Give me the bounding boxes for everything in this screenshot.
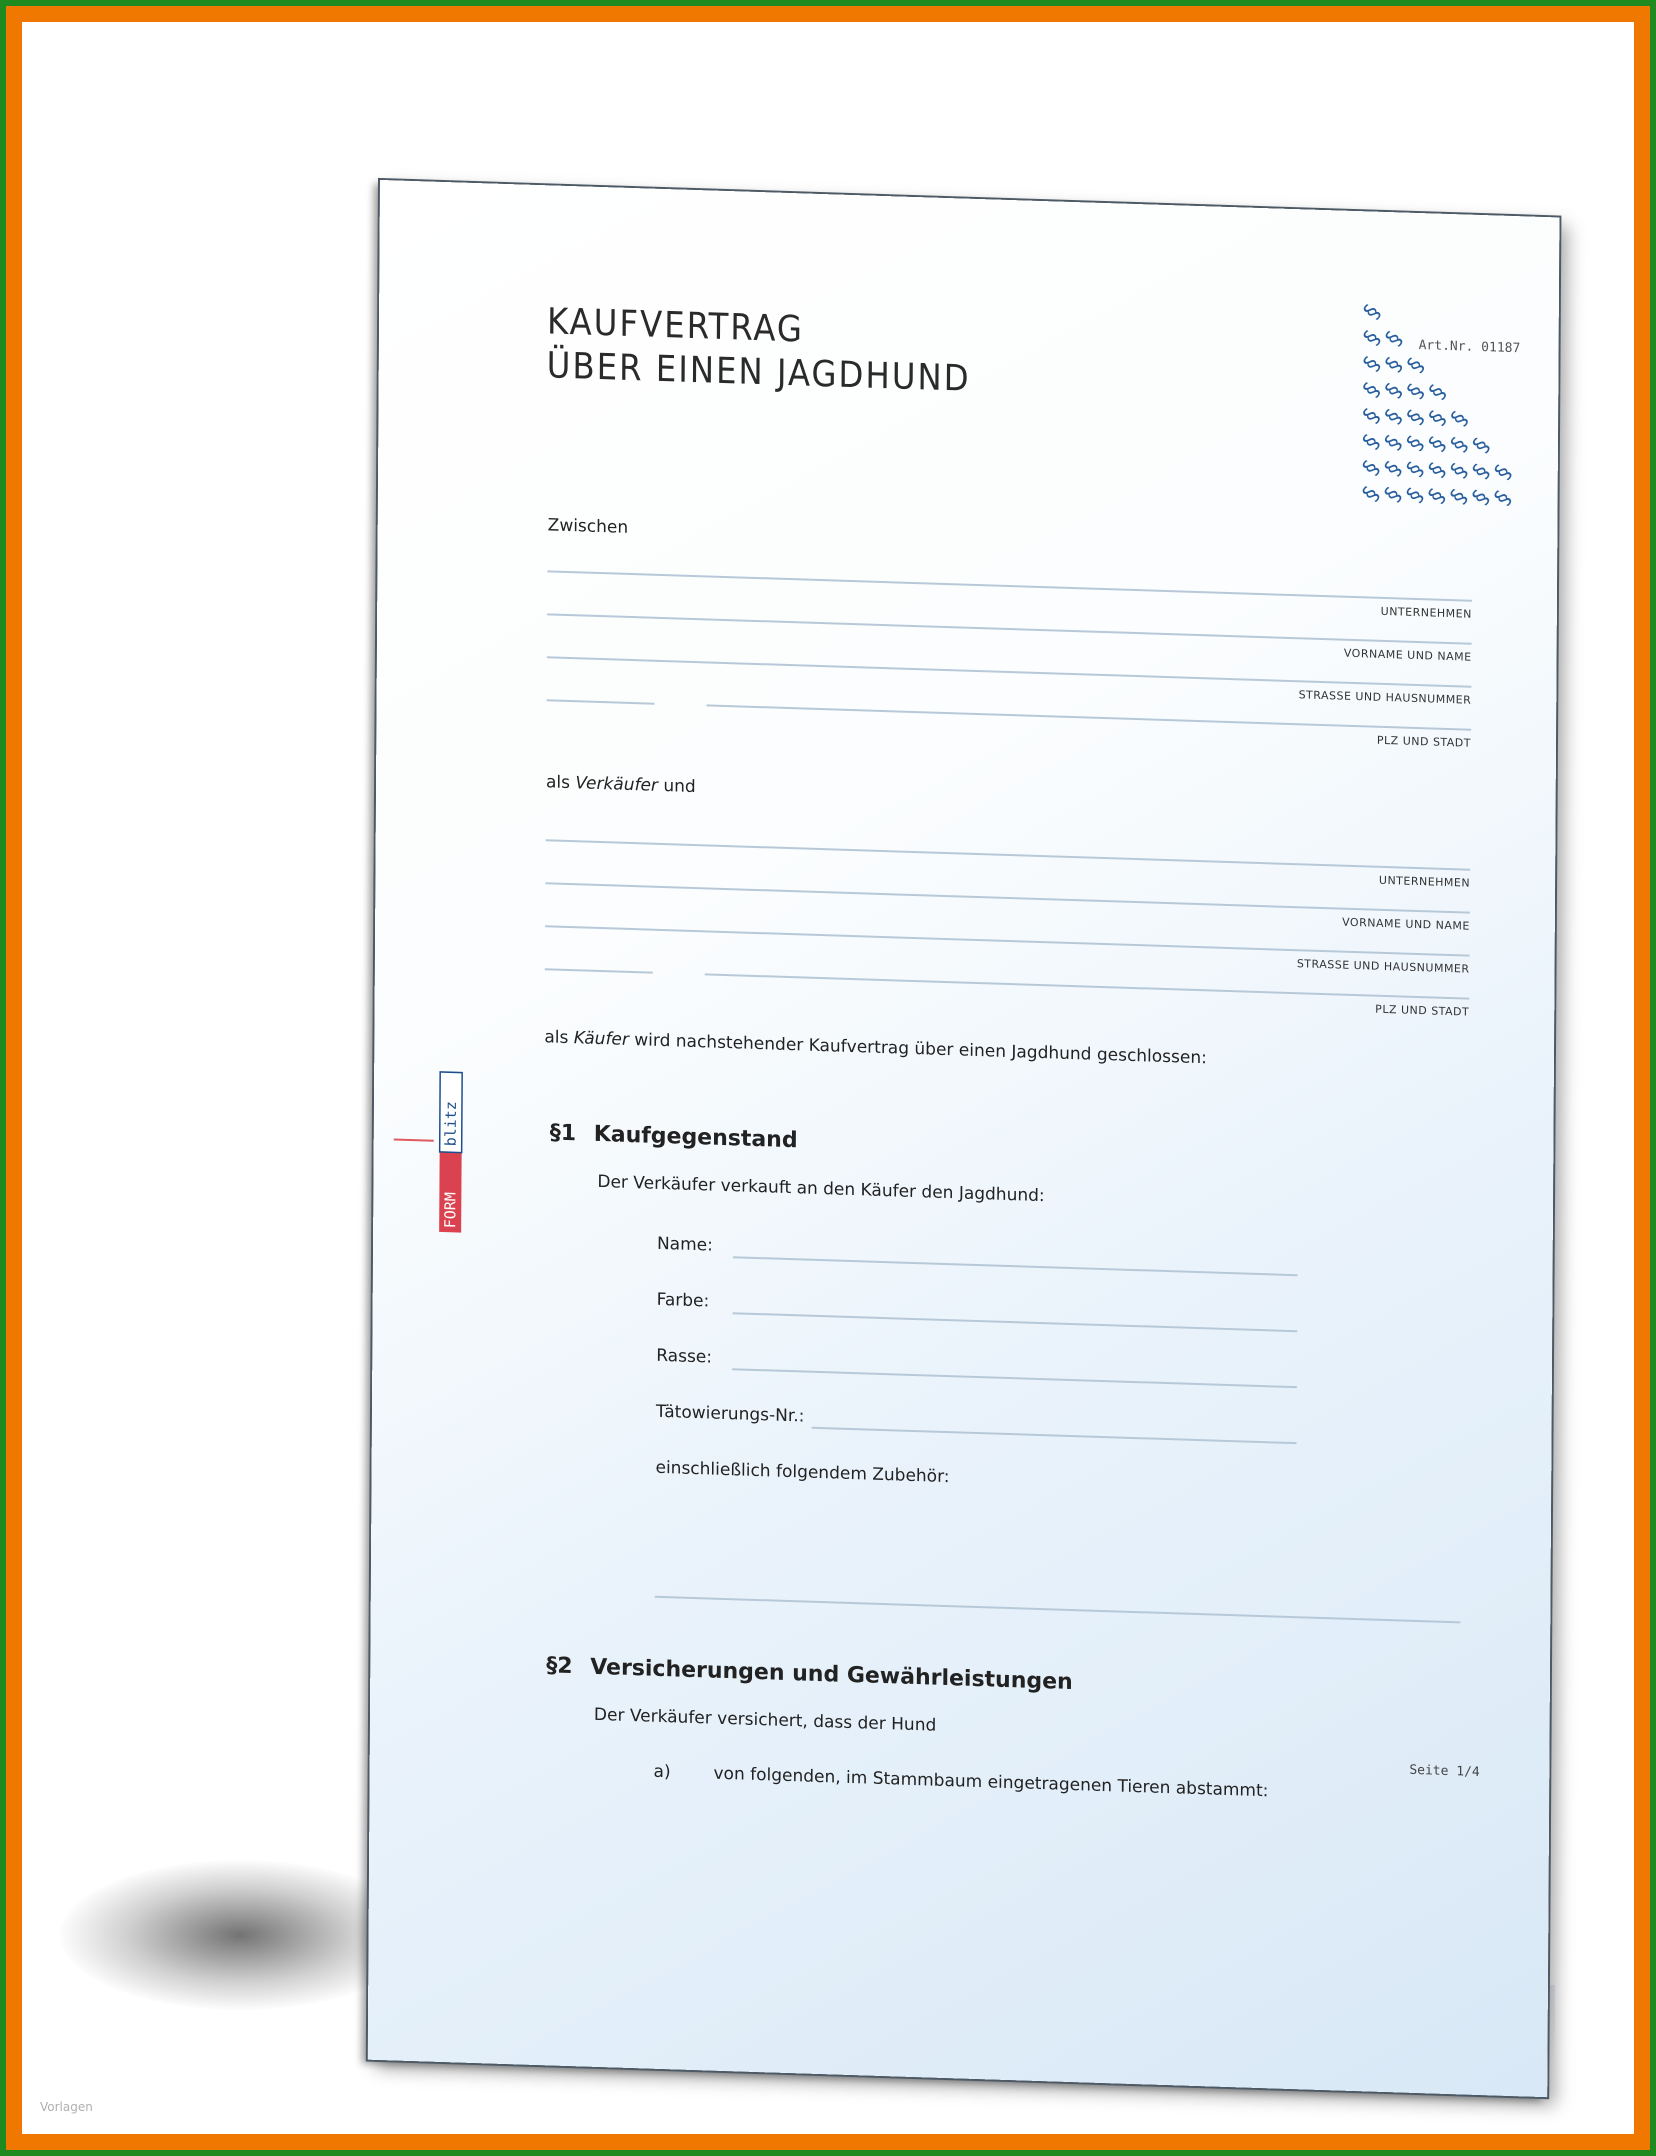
paragraph-symbol: § xyxy=(1380,457,1408,481)
paragraph-seal-icon xyxy=(1358,300,1529,511)
buyer-company-line[interactable] xyxy=(546,839,1471,870)
paragraph-symbol: § xyxy=(1358,456,1386,481)
dog-breed-line[interactable] xyxy=(732,1368,1297,1388)
dog-name-label: Name: xyxy=(656,1233,713,1256)
buyer-role-text xyxy=(544,1027,1207,1068)
section-1-text: Der Verkäufer verkauft an den Käufer den Jagdhund: xyxy=(597,1171,1045,1207)
paragraph-symbol: § xyxy=(1446,407,1474,432)
paragraph-symbol: § xyxy=(1402,431,1430,456)
paragraph-symbol: § xyxy=(1424,458,1452,483)
paragraph-symbol: § xyxy=(1446,459,1473,484)
buyer-role-word: Käufer xyxy=(573,1028,629,1050)
section-1-heading xyxy=(550,1120,798,1153)
document-page xyxy=(368,180,1560,2097)
paragraph-symbol: § xyxy=(1490,460,1517,485)
paragraph-symbol: § xyxy=(1359,326,1386,351)
seller-street-label: STRASSE UND HAUSNUMMER xyxy=(1298,688,1472,707)
paragraph-symbol: § xyxy=(1358,378,1386,403)
paragraph-symbol: § xyxy=(1468,459,1495,484)
buyer-role-suffix: wird nachstehender Kaufvertrag über einen Jagdhund geschlossen: xyxy=(634,1030,1207,1069)
title-line-2: ÜBER EINEN JAGDHUND xyxy=(546,345,971,400)
section-1-number: §1 xyxy=(549,1120,577,1147)
buyer-city-label: PLZ UND STADT xyxy=(1375,1002,1470,1019)
tattoo-number-label: Tätowierungs-Nr.: xyxy=(655,1401,805,1427)
buyer-street-line[interactable] xyxy=(545,925,1470,956)
paragraph-symbol: § xyxy=(1380,431,1408,455)
seller-city-line[interactable] xyxy=(706,704,1471,730)
section-2-item-a-text: von folgenden, im Stammbaum eingetragenen Tieren abstammt: xyxy=(713,1763,1269,1802)
paragraph-symbol: § xyxy=(1402,483,1429,508)
paragraph-symbol: § xyxy=(1380,353,1408,377)
paragraph-symbol: § xyxy=(1358,404,1386,429)
paragraph-symbol: § xyxy=(1402,405,1430,430)
seller-role-word: Verkäufer xyxy=(575,773,659,796)
title-line-1: KAUFVERTRAG xyxy=(546,301,805,351)
paragraph-symbol: § xyxy=(1380,405,1408,429)
page-number: Seite 1/4 xyxy=(1409,1762,1480,1780)
paragraph-symbol: § xyxy=(1468,485,1495,510)
formblitz-logo xyxy=(439,1072,462,1233)
seller-role-text xyxy=(546,772,696,797)
buyer-company-label: UNTERNEHMEN xyxy=(1378,873,1471,890)
logo-accent-line xyxy=(394,1138,434,1141)
dog-breed-label: Rasse: xyxy=(656,1345,713,1368)
paragraph-symbol: § xyxy=(1380,483,1407,507)
dog-color-line[interactable] xyxy=(733,1312,1298,1332)
logo-form-text: FORM xyxy=(441,1191,460,1229)
seller-name-label: VORNAME UND NAME xyxy=(1343,646,1472,664)
paragraph-symbol: § xyxy=(1424,406,1452,431)
accessories-label: einschließlich folgendem Zubehör: xyxy=(655,1457,950,1488)
page-shadow xyxy=(60,1860,420,2010)
dog-color-label: Farbe: xyxy=(656,1289,710,1312)
logo-blitz-text: blitz xyxy=(441,1100,460,1147)
seller-company-line[interactable] xyxy=(547,570,1472,601)
section-2-title: Versicherungen und Gewährleistungen xyxy=(590,1654,1073,1696)
paragraph-symbol: § xyxy=(1468,433,1496,458)
paragraph-symbol: § xyxy=(1490,486,1517,511)
section-2-item-a-label: a) xyxy=(653,1761,671,1783)
footer-note: Vorlagen xyxy=(40,2100,93,2114)
paragraph-symbol: § xyxy=(1424,432,1452,457)
accessories-line[interactable] xyxy=(655,1596,1461,1624)
buyer-zip-line[interactable] xyxy=(545,968,653,973)
seller-city-label: PLZ UND STADT xyxy=(1376,733,1472,750)
section-2-number: §2 xyxy=(546,1653,573,1680)
intro-text: Zwischen xyxy=(547,515,629,538)
buyer-name-label: VORNAME UND NAME xyxy=(1342,915,1470,933)
paragraph-symbol: § xyxy=(1381,327,1408,351)
paragraph-symbol: § xyxy=(1380,379,1408,403)
paragraph-symbol: § xyxy=(1402,353,1430,378)
paragraph-symbol: § xyxy=(1424,484,1451,509)
section-2-text: Der Verkäufer versichert, dass der Hund xyxy=(593,1704,937,1736)
seller-company-label: UNTERNEHMEN xyxy=(1380,604,1472,621)
seller-role-prefix: als xyxy=(545,772,571,794)
section-1-title: Kaufgegenstand xyxy=(593,1121,798,1154)
paragraph-symbol: § xyxy=(1446,433,1474,458)
buyer-role-prefix: als xyxy=(544,1027,569,1048)
buyer-street-label: STRASSE UND HAUSNUMMER xyxy=(1296,957,1470,976)
paragraph-symbol: § xyxy=(1402,379,1430,404)
dog-name-line[interactable] xyxy=(733,1256,1298,1276)
article-number: Art.Nr. 01187 xyxy=(1418,338,1521,357)
paragraph-symbol: § xyxy=(1359,300,1387,325)
paragraph-symbol: § xyxy=(1358,352,1386,377)
seller-name-line[interactable] xyxy=(547,613,1472,644)
paragraph-symbol: § xyxy=(1446,485,1473,510)
document-title xyxy=(547,300,971,401)
paragraph-symbol: § xyxy=(1358,482,1385,507)
paragraph-symbol: § xyxy=(1424,380,1452,405)
seller-zip-line[interactable] xyxy=(547,699,655,704)
tattoo-number-line[interactable] xyxy=(812,1427,1297,1444)
buyer-name-line[interactable] xyxy=(545,882,1470,913)
seller-role-suffix: und xyxy=(663,776,696,798)
seller-street-line[interactable] xyxy=(547,656,1472,687)
paragraph-symbol: § xyxy=(1358,430,1386,455)
paragraph-symbol: § xyxy=(1402,457,1430,482)
section-2-heading xyxy=(546,1653,1073,1695)
buyer-city-line[interactable] xyxy=(705,973,1470,999)
